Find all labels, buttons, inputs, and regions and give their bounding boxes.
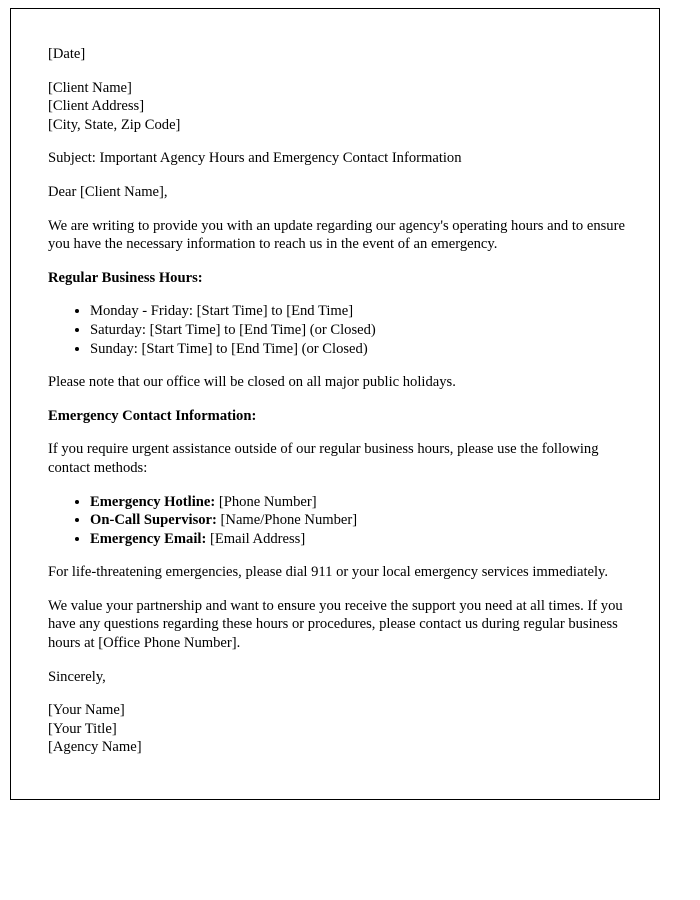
list-item (90, 493, 625, 512)
list-item: • Sunday: [Start Time] to [End Time] (or Closed) (90, 340, 625, 359)
emergency-intro-paragraph: If you require urgent assistance outside of our regular business hours, please use the following contact methods: (48, 441, 599, 476)
date-line: [Date] (48, 46, 86, 62)
emergency-hotline-label: Emergency Hotline: (90, 493, 216, 510)
list-item: • Saturday: [Start Time] to [End Time] (or Closed) (90, 321, 625, 340)
letter-document (10, 8, 660, 800)
emergency-email-label: Emergency Email: (90, 530, 207, 547)
signature-agency-line: [Agency Name] (48, 739, 142, 756)
signature-block (48, 701, 625, 757)
emergency-hotline-value: [Phone Number] (215, 493, 317, 510)
signature-name-line: [Your Name] (48, 702, 125, 719)
client-city-line: [City, State, Zip Code] (48, 116, 181, 133)
signoff: Sincerely, (48, 668, 106, 685)
client-address-line: [Client Address] (48, 98, 145, 115)
list-item (90, 530, 625, 549)
business-hours-list (48, 302, 625, 358)
emergency-contact-heading: Emergency Contact Information: (48, 407, 257, 424)
subject-line: Subject: Important Agency Hours and Emergency Contact Information (48, 150, 462, 167)
client-name-line: [Client Name] (48, 79, 132, 96)
list-item: • Monday - Friday: [Start Time] to [End Time] (90, 302, 625, 321)
holiday-note: Please note that our office will be closed on all major public holidays. (48, 374, 456, 391)
intro-paragraph: We are writing to provide you with an update regarding our agency's operating hours and to ensure you have the necessary information to reach us in the event of an emergency. (48, 217, 625, 253)
list-item (90, 511, 625, 530)
life-threatening-paragraph: For life-threatening emergencies, please dial 911 or your local emergency services immediately. (48, 564, 609, 581)
salutation: Dear [Client Name], (48, 183, 168, 200)
on-call-supervisor-value: [Name/Phone Number] (216, 512, 358, 529)
closing-paragraph: We value your partnership and want to ensure you receive the support you need at all times. If you have any questions regarding these hours or procedures, please contact us during regular business hours at [Office Phone Number]. (48, 597, 623, 652)
signature-title-line: [Your Title] (48, 720, 117, 737)
on-call-supervisor-label: On-Call Supervisor: (90, 512, 217, 529)
regular-hours-heading: Regular Business Hours: (48, 269, 203, 286)
emergency-email-value: [Email Address] (206, 530, 306, 547)
emergency-contact-list (48, 493, 625, 549)
client-address-block (48, 79, 625, 135)
